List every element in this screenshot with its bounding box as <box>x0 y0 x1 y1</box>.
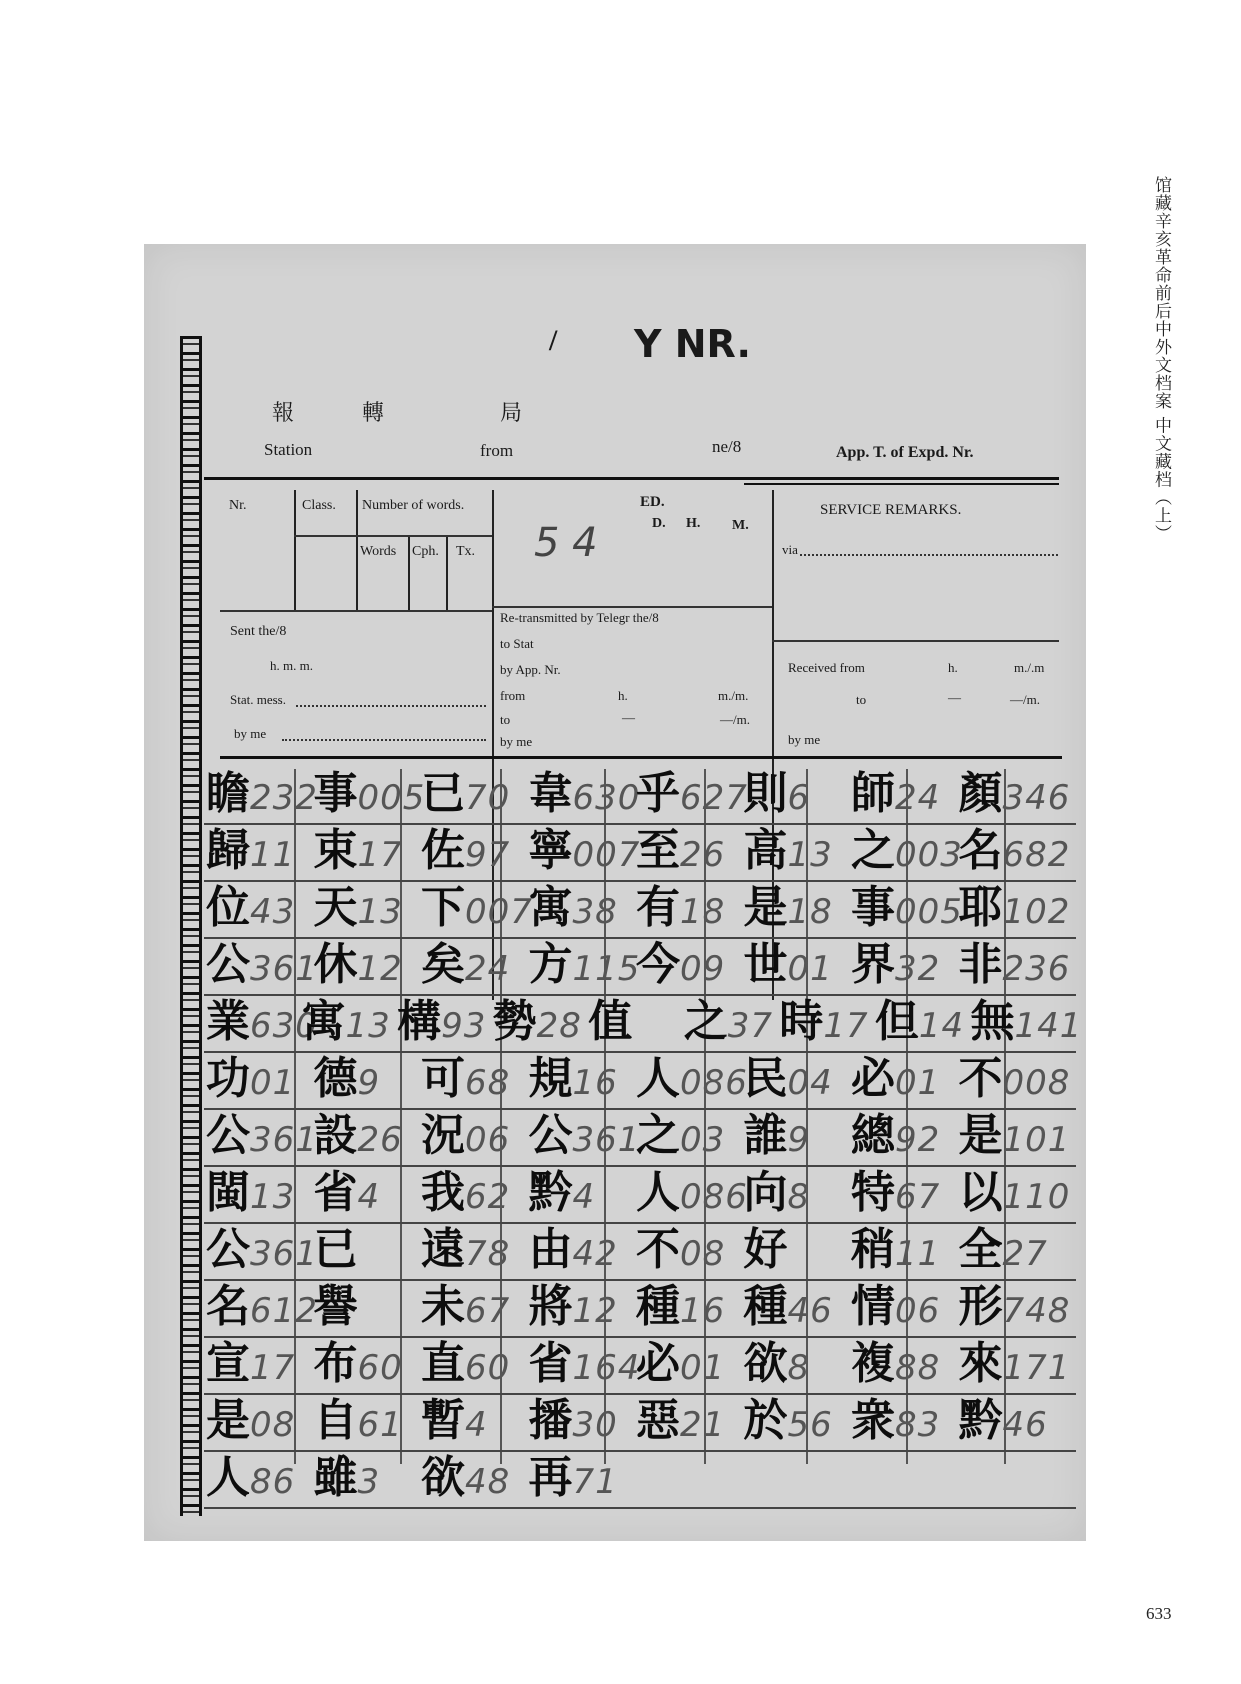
handwritten-character: 規 <box>528 1053 573 1104</box>
handwritten-character: 必 <box>636 1338 680 1389</box>
handwritten-character: 不 <box>636 1224 680 1275</box>
handwritten-character: 至 <box>636 825 680 876</box>
handwritten-character: 韋 <box>528 768 573 819</box>
handwritten-character: 遠 <box>421 1224 465 1275</box>
via-dots <box>800 554 1058 556</box>
header-rule-thin <box>744 483 1059 485</box>
handwritten-character: 是 <box>958 1110 1003 1161</box>
by-me-dots <box>282 739 486 741</box>
received-from-label: Received from <box>788 660 865 675</box>
handwritten-character: 黔 <box>958 1395 1003 1446</box>
divider <box>220 756 1062 759</box>
handwritten-character: 總 <box>851 1110 895 1161</box>
telegraph-code: 03 <box>680 1120 726 1160</box>
telegraph-code: 08 <box>250 1405 296 1445</box>
received-h-label: h. <box>948 660 958 675</box>
telegraph-code: 28 <box>536 1006 582 1046</box>
telegraph-code: 110 <box>1002 1177 1071 1217</box>
handwritten-character: 功 <box>206 1053 250 1104</box>
telegraph-code: 68 <box>465 1063 511 1103</box>
class-label: Class. <box>302 498 336 513</box>
handwritten-character: 民 <box>743 1053 788 1104</box>
handwritten-character: 佐 <box>421 825 465 876</box>
handwritten-character: 世 <box>743 939 788 990</box>
handwritten-character: 則 <box>743 768 788 819</box>
handwritten-character: 情 <box>851 1281 895 1332</box>
divider <box>446 536 448 610</box>
telegraph-code: 115 <box>572 949 641 989</box>
handwritten-character: 事 <box>313 768 358 819</box>
d-label: D. <box>652 516 666 531</box>
telegraph-code: 612 <box>250 1291 318 1331</box>
handwritten-character: 稍 <box>851 1224 895 1275</box>
handwritten-character: 無 <box>970 996 1015 1047</box>
telegraph-code: 9 <box>787 1120 811 1160</box>
message-row <box>206 1051 1072 1107</box>
telegraph-code: 97 <box>465 835 511 875</box>
telegraph-code: 6 <box>787 778 811 818</box>
via-label: via <box>782 542 798 557</box>
message-row <box>206 1279 1072 1335</box>
number-of-words-label: Number of words. <box>362 498 465 513</box>
message-row <box>206 1108 1072 1164</box>
by-me-label: by me <box>234 726 267 741</box>
handwritten-character: 已 <box>421 768 465 819</box>
telegraph-code: 005 <box>895 892 963 932</box>
handwritten-character: 束 <box>313 825 358 876</box>
handwritten-character: 業 <box>206 996 250 1047</box>
handwritten-character: 不 <box>958 1053 1003 1104</box>
handwritten-character: 種 <box>743 1281 788 1332</box>
handwritten-character: 矣 <box>421 939 465 990</box>
handwritten-character: 休 <box>313 939 358 990</box>
telegraph-code: 627 <box>680 778 748 818</box>
telegraph-code: 48 <box>465 1462 511 1502</box>
from-label: from <box>480 441 514 460</box>
telegraph-code: 67 <box>895 1177 941 1217</box>
telegraph-code: 16 <box>572 1063 618 1103</box>
handwritten-character: 人 <box>206 1452 250 1503</box>
telegraph-code: 46 <box>787 1291 833 1331</box>
telegraph-code: 8 <box>787 1348 811 1388</box>
handwritten-character: 省 <box>528 1338 573 1389</box>
handwritten-character: 位 <box>206 882 250 933</box>
telegraph-code: 71 <box>572 1462 618 1502</box>
telegraph-code: 18 <box>787 892 833 932</box>
telegraph-code: 86 <box>250 1462 296 1502</box>
telegraph-code: 141 <box>1014 1006 1083 1046</box>
telegraph-code: 42 <box>572 1234 618 1274</box>
retrans-from-label: from <box>500 688 526 703</box>
handwritten-character: 閩 <box>206 1167 250 1218</box>
header-char-1: 報 <box>272 401 295 426</box>
telegraph-code: 93 <box>441 1006 487 1046</box>
retrans-h-label: h. <box>618 688 628 703</box>
telegraph-code: 46 <box>1002 1405 1048 1445</box>
telegraph-code: 13 <box>357 892 403 932</box>
telegraph-code: 04 <box>787 1063 833 1103</box>
telegraph-code: 01 <box>787 949 833 989</box>
telegraph-code: 361 <box>250 949 318 989</box>
telegraph-code: 236 <box>1002 949 1071 989</box>
handwritten-character: 由 <box>528 1224 573 1275</box>
nr-label: Nr. <box>229 498 247 513</box>
handwritten-character: 是 <box>743 882 788 933</box>
handwritten-character: 耶 <box>958 882 1003 933</box>
telegraph-code: 14 <box>918 1006 965 1046</box>
station-label: Station <box>264 440 313 459</box>
tx-label: Tx. <box>456 544 476 559</box>
handwritten-character: 之 <box>636 1110 680 1161</box>
handwritten-numbers: 5 4 <box>534 520 598 566</box>
handwritten-character: 是 <box>206 1395 250 1446</box>
telegraph-code: 102 <box>1002 892 1071 932</box>
telegraph-code: 17 <box>357 835 403 875</box>
telegraph-code: 11 <box>250 835 296 875</box>
stat-mess-label: Stat. mess. <box>230 692 286 707</box>
telegraph-code: 88 <box>895 1348 941 1388</box>
handwritten-character: 高 <box>743 825 788 876</box>
telegraph-code: 4 <box>465 1405 488 1445</box>
handwritten-character: 今 <box>636 939 680 990</box>
stat-mess-dots <box>296 705 486 707</box>
words-label: Words <box>360 544 397 559</box>
divider <box>220 610 492 612</box>
handwritten-character: 非 <box>958 939 1003 990</box>
telegraph-code: 9 <box>357 1063 381 1103</box>
cph-label: Cph. <box>412 544 439 559</box>
handwritten-character: 界 <box>851 939 895 990</box>
telegraph-code: 61 <box>357 1405 403 1445</box>
handwritten-character: 必 <box>851 1053 895 1104</box>
telegraph-code: 17 <box>823 1006 869 1046</box>
telegraph-code: 630 <box>250 1006 318 1046</box>
handwritten-character: 雖 <box>313 1452 358 1503</box>
handwritten-character: 公 <box>206 939 250 990</box>
handwritten-character: 人 <box>636 1053 680 1104</box>
telegraph-code: 01 <box>895 1063 941 1103</box>
telegraph-code: 630 <box>572 778 641 818</box>
telegraph-code: 38 <box>572 892 618 932</box>
telegraph-code: 78 <box>465 1234 511 1274</box>
ornamental-border <box>180 336 202 1516</box>
handwritten-character: 天 <box>313 882 358 933</box>
handwritten-character: 但 <box>874 996 919 1047</box>
telegraph-code: 01 <box>250 1063 296 1103</box>
handwritten-character: 省 <box>313 1167 358 1218</box>
handwritten-character: 公 <box>206 1110 250 1161</box>
handwritten-character: 衆 <box>851 1395 895 1446</box>
telegraph-code: 24 <box>895 778 941 818</box>
handwritten-character: 欲 <box>421 1452 465 1503</box>
app-label: App. T. of Expd. Nr. <box>836 444 974 461</box>
handwritten-character: 事 <box>851 882 895 933</box>
handwritten-character: 特 <box>851 1167 895 1218</box>
handwritten-character: 宣 <box>206 1338 250 1389</box>
telegraph-code: 09 <box>680 949 726 989</box>
message-row <box>206 937 1072 993</box>
received-to-label: to <box>856 692 867 707</box>
telegraph-code: 24 <box>465 949 511 989</box>
telegraph-code: 62 <box>465 1177 511 1217</box>
telegraph-code: 56 <box>787 1405 833 1445</box>
message-row <box>206 1222 1072 1278</box>
time-label: ne/8 <box>712 437 742 456</box>
telegraph-code: 361 <box>250 1120 318 1160</box>
telegraph-code: 17 <box>250 1348 296 1388</box>
message-row <box>206 1336 1072 1392</box>
handwritten-character: 譽 <box>313 1281 358 1332</box>
sidebar-title: 馆藏辛亥革命前后中外文档案 中文藏档（上） <box>1151 176 1171 543</box>
telegraph-code: 232 <box>250 778 318 818</box>
telegraph-code: 12 <box>357 949 403 989</box>
telegraph-code: 11 <box>895 1234 941 1274</box>
handwritten-character: 值 <box>588 996 633 1047</box>
telegraph-code: 37 <box>727 1006 774 1046</box>
telegraph-code: 60 <box>465 1348 511 1388</box>
received-mm-label: m./.m <box>1014 660 1045 675</box>
handwritten-character: 惡 <box>636 1395 680 1446</box>
telegraph-code: 13 <box>345 1006 391 1046</box>
handwritten-character: 寓 <box>528 882 573 933</box>
telegraph-code: 007 <box>572 835 641 875</box>
handwritten-character: 歸 <box>206 825 250 876</box>
handwritten-character: 況 <box>421 1110 465 1161</box>
handwritten-character: 寧 <box>528 825 573 876</box>
handwritten-character: 下 <box>421 882 465 933</box>
telegraph-code: 3 <box>357 1462 381 1502</box>
received-mm-dash: —/m. <box>1010 692 1040 707</box>
handwritten-character: 黔 <box>528 1167 573 1218</box>
sent-label: Sent the/8 <box>230 624 287 639</box>
telegraph-code: 13 <box>787 835 833 875</box>
retrans-dash: — <box>622 710 635 725</box>
telegraph-code: 01 <box>680 1348 726 1388</box>
form-heading: Y NR. <box>634 322 751 366</box>
telegraph-code: 26 <box>680 835 726 875</box>
handwritten-character: 向 <box>743 1167 788 1218</box>
handwritten-character: 於 <box>743 1395 788 1446</box>
handwritten-character: 種 <box>636 1281 680 1332</box>
handwritten-character: 再 <box>528 1452 573 1503</box>
telegraph-code: 30 <box>572 1405 618 1445</box>
header-char-2: 轉 <box>362 401 385 426</box>
handwritten-character: 形 <box>958 1281 1003 1332</box>
divider <box>492 606 772 608</box>
message-row <box>206 880 1072 936</box>
header-char-3: 局 <box>500 401 523 426</box>
telegraph-code: 005 <box>357 778 426 818</box>
handwritten-character: 時 <box>779 996 824 1047</box>
handwritten-character: 方 <box>528 939 573 990</box>
handwritten-character: 直 <box>421 1338 465 1389</box>
telegraph-code: 164 <box>572 1348 641 1388</box>
telegraph-code: 4 <box>572 1177 596 1217</box>
sent-hm-label: h. m. m. <box>270 658 313 673</box>
telegraph-code: 32 <box>895 949 941 989</box>
telegraph-code: 171 <box>1002 1348 1071 1388</box>
handwritten-character: 之 <box>683 996 728 1047</box>
retransmitted-label: Re-transmitted by Telegr the/8 <box>500 610 659 625</box>
telegraph-code: 83 <box>895 1405 941 1445</box>
telegraph-code: 4 <box>357 1177 381 1217</box>
telegraph-code: 748 <box>1002 1291 1071 1331</box>
handwritten-character: 名 <box>958 825 1003 876</box>
message-row <box>206 1165 1072 1221</box>
handwritten-character: 好 <box>743 1224 788 1275</box>
handwritten-character: 全 <box>958 1224 1003 1275</box>
retrans-mm-label: m./m. <box>718 688 749 703</box>
handwritten-character: 複 <box>851 1338 895 1389</box>
grid-row-line <box>204 1507 1076 1509</box>
handwritten-character: 瞻 <box>206 768 250 819</box>
handwritten-character: 名 <box>206 1281 250 1332</box>
handwritten-character: 將 <box>528 1281 573 1332</box>
telegraph-code: 086 <box>680 1177 748 1217</box>
telegraph-code: 682 <box>1002 835 1071 875</box>
ed-label: ED. <box>640 494 665 510</box>
telegraph-code: 346 <box>1002 778 1071 818</box>
handwritten-character: 未 <box>421 1281 465 1332</box>
handwritten-character: 乎 <box>636 768 680 819</box>
telegraph-code: 007 <box>465 892 533 932</box>
handwritten-character: 以 <box>958 1167 1003 1218</box>
telegraph-code: 361 <box>250 1234 318 1274</box>
handwritten-character: 我 <box>421 1167 465 1218</box>
heading-fragment: / <box>549 324 558 357</box>
handwritten-character: 公 <box>528 1110 573 1161</box>
telegraph-code: 101 <box>1002 1120 1071 1160</box>
page-number: 633 <box>1146 1604 1172 1623</box>
handwritten-character: 已 <box>313 1224 358 1275</box>
divider <box>356 490 358 610</box>
handwritten-character: 有 <box>636 882 680 933</box>
telegraph-code: 008 <box>1002 1063 1071 1103</box>
handwritten-character: 人 <box>636 1167 680 1218</box>
telegraph-code: 12 <box>572 1291 618 1331</box>
telegraph-code: 086 <box>680 1063 748 1103</box>
handwritten-character: 來 <box>958 1338 1003 1389</box>
handwritten-character: 誰 <box>743 1110 788 1161</box>
telegraph-code: 92 <box>895 1120 941 1160</box>
handwritten-character: 可 <box>421 1053 465 1104</box>
telegraph-code: 13 <box>250 1177 296 1217</box>
telegram-scan <box>144 244 1086 1541</box>
divider <box>772 640 1059 642</box>
telegraph-code: 06 <box>465 1120 511 1160</box>
handwritten-character: 師 <box>851 768 895 819</box>
handwritten-character: 構 <box>397 996 442 1047</box>
handwritten-character: 播 <box>528 1395 573 1446</box>
retrans-to-label: to <box>500 712 511 727</box>
telegraph-code: 27 <box>1002 1234 1048 1274</box>
handwritten-character: 寓 <box>301 996 346 1047</box>
telegraph-code: 18 <box>680 892 726 932</box>
telegraph-code: 16 <box>680 1291 726 1331</box>
by-app-label: by App. Nr. <box>500 662 561 677</box>
m-label: M. <box>732 518 749 533</box>
divider <box>294 535 492 537</box>
divider <box>408 536 410 610</box>
handwritten-character: 勢 <box>492 996 537 1047</box>
service-remarks-label: SERVICE REMARKS. <box>820 502 962 518</box>
divider <box>294 490 296 610</box>
retrans-mm-dash: —/m. <box>720 712 750 727</box>
message-row <box>206 1450 1072 1506</box>
handwritten-character: 布 <box>313 1338 358 1389</box>
handwritten-character: 暫 <box>421 1395 465 1446</box>
handwritten-character: 公 <box>206 1224 250 1275</box>
telegraph-code: 67 <box>465 1291 511 1331</box>
to-stat-label: to Stat <box>500 636 534 651</box>
telegraph-code: 06 <box>895 1291 941 1331</box>
message-row <box>206 994 1083 1050</box>
telegraph-code: 21 <box>680 1405 726 1445</box>
telegraph-code: 60 <box>357 1348 403 1388</box>
handwritten-character: 德 <box>313 1053 358 1104</box>
message-row <box>206 823 1072 879</box>
handwritten-character: 欲 <box>743 1338 788 1389</box>
retrans-by-me: by me <box>500 734 533 749</box>
telegraph-code: 70 <box>465 778 511 818</box>
telegraph-code: 003 <box>895 835 963 875</box>
message-row <box>206 1393 1072 1449</box>
h-label: H. <box>686 516 701 531</box>
telegraph-code: 8 <box>787 1177 811 1217</box>
telegraph-code: 43 <box>250 892 296 932</box>
handwritten-character: 設 <box>313 1110 358 1161</box>
received-by-me: by me <box>788 732 821 747</box>
received-dash: — <box>948 690 961 705</box>
telegraph-code: 361 <box>572 1120 641 1160</box>
handwritten-character: 自 <box>313 1395 358 1446</box>
header-rule <box>204 477 1059 480</box>
handwritten-character: 之 <box>851 825 895 876</box>
telegraph-code: 26 <box>357 1120 403 1160</box>
handwritten-character: 顏 <box>958 768 1003 819</box>
telegraph-code: 08 <box>680 1234 726 1274</box>
message-row <box>206 766 1072 822</box>
